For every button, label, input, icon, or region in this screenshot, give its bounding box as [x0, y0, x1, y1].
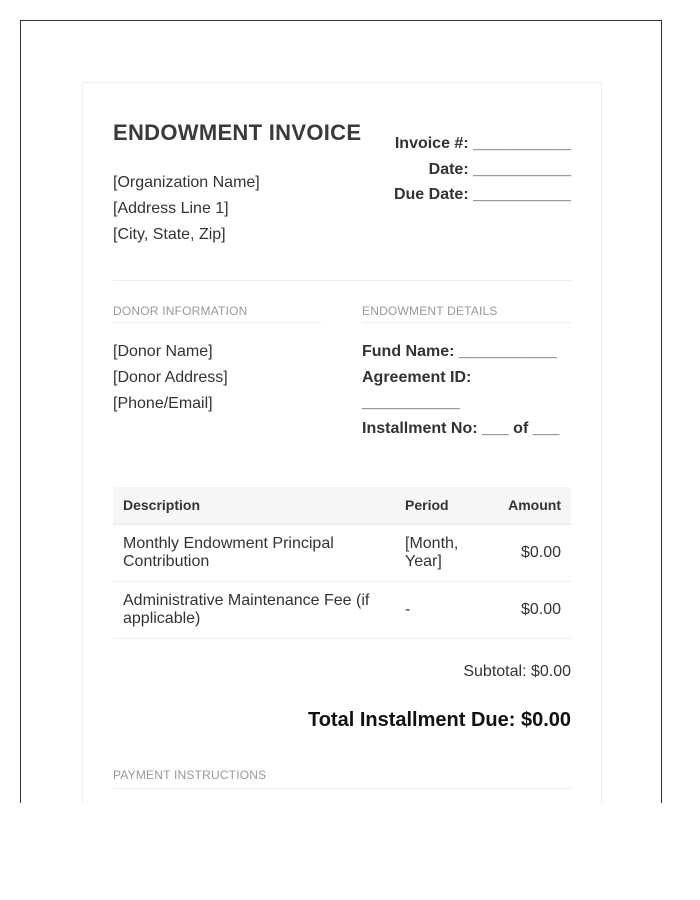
installment-total-blank: ___: [532, 419, 560, 437]
donor-info-heading: DONOR INFORMATION: [113, 304, 322, 323]
endowment-block: [362, 339, 571, 441]
total-due: Total Installment Due: $0.00: [307, 709, 571, 731]
agreement-id-row: [362, 365, 571, 391]
fund-name-blank: ___________: [458, 343, 557, 360]
installment-label: Installment No:: [362, 419, 478, 437]
endowment-details-heading: ENDOWMENT DETAILS: [362, 304, 571, 323]
payment-instructions-heading: PAYMENT INSTRUCTIONS: [113, 768, 571, 789]
donor-address: [Donor Address]: [113, 369, 228, 386]
fund-name-row: [362, 339, 571, 365]
invoice-number-label: Invoice #:: [394, 135, 469, 152]
subtotal: Subtotal: $0.00: [463, 663, 571, 680]
table-row: [113, 524, 571, 582]
donor-name: [Donor Name]: [113, 343, 213, 360]
invoice-due-date-label: Due Date:: [393, 186, 469, 203]
row-description: Monthly Endowment Principal Contribution: [113, 524, 395, 582]
invoice-date-blank: ___________: [473, 160, 571, 178]
donor-block: [113, 339, 228, 417]
installment-of: of: [513, 419, 529, 437]
invoice-date-row: [394, 157, 571, 183]
page-frame: [20, 20, 662, 803]
header-divider: [113, 280, 571, 281]
invoice-number-row: [394, 131, 571, 157]
row-description: Administrative Maintenance Fee (if applicable): [113, 582, 395, 639]
invoice-date-label: Date:: [428, 160, 469, 178]
table-row: [113, 582, 571, 639]
row-amount: $0.00: [497, 524, 571, 582]
agreement-id-label: Agreement ID:: [362, 368, 472, 386]
invoice-meta: [394, 131, 571, 208]
header-period: Period: [395, 487, 497, 524]
header-description: Description: [113, 487, 395, 524]
fund-name-label: Fund Name:: [362, 343, 455, 360]
header-amount: Amount: [497, 487, 571, 524]
invoice-due-date-blank: ___________: [473, 186, 571, 203]
organization-city: [City, State, Zip]: [113, 226, 226, 243]
agreement-id-blank-row: [362, 390, 571, 416]
agreement-id-blank: ___________: [362, 394, 460, 411]
organization-block: [113, 170, 260, 248]
installment-row: [362, 416, 571, 442]
invoice-due-date-row: [394, 182, 571, 208]
row-period: -: [395, 582, 497, 639]
invoice-title: ENDOWMENT INVOICE: [113, 120, 362, 145]
row-period: [Month, Year]: [395, 524, 497, 582]
table-header-row: [113, 487, 571, 524]
organization-address: [Address Line 1]: [113, 200, 229, 217]
row-amount: $0.00: [497, 582, 571, 639]
organization-name: [Organization Name]: [113, 174, 260, 191]
invoice-card: [82, 82, 602, 803]
invoice-number-blank: ___________: [473, 135, 571, 152]
line-items-table: [113, 487, 571, 639]
installment-blank: ___: [482, 419, 509, 437]
donor-contact: [Phone/Email]: [113, 395, 213, 412]
